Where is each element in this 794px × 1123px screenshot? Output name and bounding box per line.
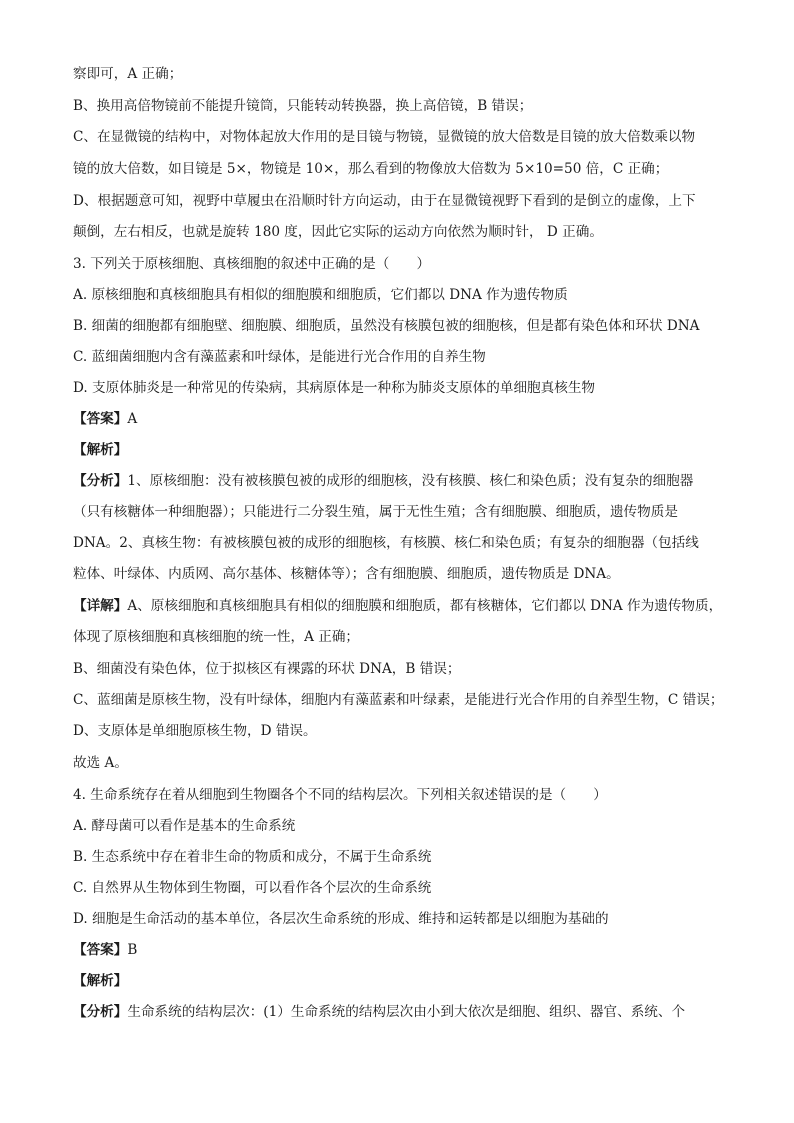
answer-line: 【答案】B xyxy=(73,942,138,958)
text-line: DNA。2、真核生物：有被核膜包被的成形的细胞核，有核膜、核仁和染色质；有复杂的细胞器（包括线 xyxy=(73,535,699,551)
analysis-sub-tag: 【分析】 xyxy=(73,1004,128,1020)
question-4-option-d: D. 细胞是生命活动的基本单位，各层次生命系统的形成、维持和运转都是以细胞为基础的 xyxy=(73,911,609,927)
question-3-option-b: B. 细菌的细胞都有细胞壁、细胞膜、细胞质，虽然没有核膜包被的细胞核，但是都有染色体和环状 DNA xyxy=(73,318,700,334)
text-line: D、支原体是单细胞原核生物，D 错误。 xyxy=(73,723,317,739)
analysis-tag: 【解析】 xyxy=(73,442,128,458)
answer-tag: 【答案】 xyxy=(73,942,128,958)
analysis-tag: 【解析】 xyxy=(73,973,128,989)
analysis-line: 【分析】生命系统的结构层次：(1）生命系统的结构层次由小到大依次是细胞、组织、器官、系统、个 xyxy=(73,1004,686,1020)
question-4-stem: 4. 生命系统存在着从细胞到生物圈各个不同的结构层次。下列相关叙述错误的是（ ） xyxy=(73,787,607,803)
answer-line: 【答案】A xyxy=(73,411,138,427)
detail-tag: 【详解】 xyxy=(73,598,128,614)
text-line: 体现了原核细胞和真核细胞的统一性，A 正确； xyxy=(73,629,360,645)
analysis-sub-tag: 【分析】 xyxy=(73,473,128,489)
question-4-option-b: B. 生态系统中存在着非生命的物质和成分，不属于生命系统 xyxy=(73,849,432,865)
text-line: B、换用高倍物镜前不能提升镜筒，只能转动转换器，换上高倍镜，B 错误； xyxy=(73,98,533,114)
question-3-option-a: A. 原核细胞和真核细胞具有相似的细胞膜和细胞质，它们都以 DNA 作为遗传物质 xyxy=(73,287,568,303)
question-3-stem: 3. 下列关于原核细胞、真核细胞的叙述中正确的是（ ） xyxy=(73,256,431,272)
text-line: （只有核糖体一种细胞器）；只能进行二分裂生殖，属于无性生殖；含有细胞膜、细胞质，遗传物质是 xyxy=(73,504,678,520)
text-line: 镜的放大倍数，如目镜是 5×，物镜是 10×，那么看到的物像放大倍数为 5×10=50 倍，C 正确； xyxy=(73,161,669,177)
question-3-option-d: D. 支原体肺炎是一种常见的传染病，其病原体是一种称为肺炎支原体的单细胞真核生物 xyxy=(73,380,596,396)
text-line: 粒体、叶绿体、内质网、高尔基体、核糖体等）；含有细胞膜、细胞质，遗传物质是 DNA。 xyxy=(73,566,620,582)
analysis-heading xyxy=(73,971,734,991)
question-3-option-c: C. 蓝细菌细胞内含有藻蓝素和叶绿体，是能进行光合作用的自养生物 xyxy=(73,349,486,365)
detail-line: 【详解】A、原核细胞和真核细胞具有相似的细胞膜和细胞质，都有核糖体，它们都以 DNA 作为遗传物质， xyxy=(73,598,723,614)
question-4-option-a: A. 酵母菌可以看作是基本的生命系统 xyxy=(73,818,296,834)
analysis-line: 【分析】1、原核细胞：没有被核膜包被的成形的细胞核，没有核膜、核仁和染色质；没有复杂的细胞器 xyxy=(73,473,694,489)
answer-tag: 【答案】 xyxy=(73,411,128,427)
text-line: B、细菌没有染色体，位于拟核区有裸露的环状 DNA，B 错误； xyxy=(73,661,461,677)
text-line: 察即可，A 正确； xyxy=(73,66,183,82)
text-line: D、根据题意可知，视野中草履虫在沿顺时针方向运动，由于在显微镜视野下看到的是倒立的虚像，上下 xyxy=(73,193,696,209)
text-line: C、蓝细菌是原核生物，没有叶绿体，细胞内有藻蓝素和叶绿素，是能进行光合作用的自养型生物，C 错误； xyxy=(73,692,724,708)
text-line: C、在显微镜的结构中，对物体起放大作用的是目镜与物镜，显微镜的放大倍数是目镜的放大倍数乘以物 xyxy=(73,129,696,145)
analysis-heading xyxy=(73,440,734,460)
question-4-option-c: C. 自然界从生物体到生物圈，可以看作各个层次的生命系统 xyxy=(73,880,432,896)
text-line: 颠倒，左右相反，也就是旋转 180 度，因此它实际的运动方向依然为顺时针， D 正确。 xyxy=(73,224,603,240)
text-line: 故选 A。 xyxy=(73,755,128,771)
